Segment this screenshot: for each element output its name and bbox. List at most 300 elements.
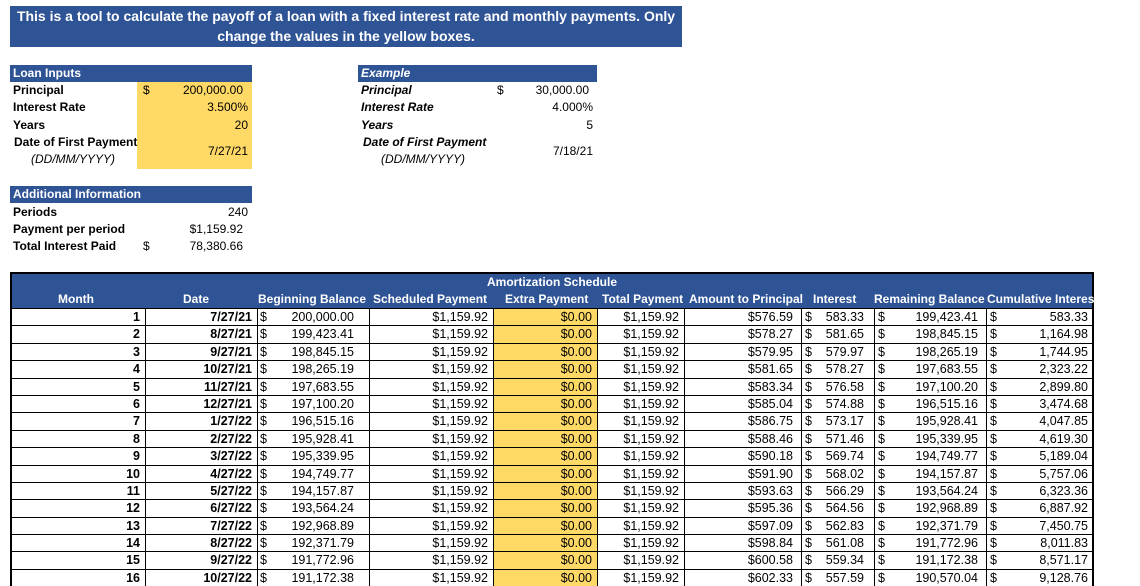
currency-symbol: $ [990, 553, 997, 568]
remaining-balance-cell: 198,265.19 [915, 344, 978, 359]
date-cell: 1/27/22 [210, 414, 252, 429]
example-date-format-hint: (DD/MM/YYYY) [381, 152, 465, 166]
cell-divider [145, 448, 146, 464]
cell-divider [145, 500, 146, 516]
beginning-balance-cell: 196,515.16 [291, 414, 354, 429]
cell-divider [986, 344, 987, 360]
cell-divider [801, 518, 802, 534]
beginning-balance-cell: 193,564.24 [291, 501, 354, 516]
cell-divider [145, 379, 146, 395]
cell-divider [986, 518, 987, 534]
currency-symbol: $ [990, 518, 997, 533]
table-row [12, 378, 1092, 395]
date-cell: 11/27/21 [204, 379, 252, 394]
cell-divider [369, 518, 370, 534]
cell-divider [369, 309, 370, 325]
interest-cell: 576.58 [825, 379, 864, 394]
extra-payment-cell[interactable]: $0.00 [560, 396, 592, 411]
currency-symbol: $ [260, 327, 267, 342]
amount-to-principal-cell: $598.84 [747, 536, 793, 551]
cell-divider [986, 500, 987, 516]
scheduled-payment-cell: $1,159.92 [432, 449, 488, 464]
cell-divider [684, 344, 685, 360]
cell-divider [369, 483, 370, 499]
currency-symbol: $ [878, 518, 885, 533]
date-cell: 8/27/22 [210, 536, 252, 551]
cell-divider [597, 309, 598, 325]
cumulative-interest-cell: 2,323.22 [1039, 362, 1088, 377]
cell-divider [597, 361, 598, 377]
currency-symbol: $ [990, 310, 997, 324]
cell-divider [986, 431, 987, 447]
cell-divider [145, 309, 146, 325]
cumulative-interest-cell: 7,450.75 [1039, 518, 1088, 533]
cell-divider [145, 466, 146, 482]
cell-divider [145, 326, 146, 342]
currency-symbol: $ [805, 310, 812, 324]
extra-payment-cell[interactable]: $0.00 [560, 449, 592, 464]
cell-divider [145, 552, 146, 568]
cell-divider [257, 500, 258, 516]
col-date: Date [183, 292, 210, 306]
currency-symbol: $ [878, 483, 885, 498]
cell-divider [257, 396, 258, 412]
date-cell: 12/27/21 [203, 396, 252, 411]
cell-divider [986, 466, 987, 482]
amount-to-principal-cell: $583.34 [747, 379, 793, 394]
currency-symbol: $ [805, 501, 812, 516]
interest-cell: 569.74 [825, 449, 864, 464]
interest-cell: 562.83 [825, 518, 864, 533]
total-payment-cell: $1,159.92 [623, 310, 679, 324]
interest-cell: 579.97 [825, 344, 864, 359]
cell-divider [369, 379, 370, 395]
beginning-balance-cell: 198,845.15 [291, 344, 354, 359]
currency-symbol: $ [805, 449, 812, 464]
cell-divider [684, 448, 685, 464]
years-input[interactable]: 20 [234, 118, 248, 132]
interest-rate-label: Interest Rate [13, 100, 86, 114]
total-payment-cell: $1,159.92 [623, 553, 679, 568]
currency-symbol: $ [805, 362, 812, 377]
remaining-balance-cell: 191,772.96 [915, 536, 978, 551]
month-cell: 15 [126, 553, 140, 568]
cell-divider [684, 361, 685, 377]
cell-divider [493, 466, 494, 482]
amount-to-principal-cell: $588.46 [747, 431, 793, 446]
beginning-balance-cell: 195,339.95 [291, 449, 354, 464]
cell-divider [597, 500, 598, 516]
currency-symbol: $ [990, 536, 997, 551]
cell-divider [369, 535, 370, 551]
currency-symbol: $ [878, 362, 885, 377]
cell-divider [257, 326, 258, 342]
currency-symbol: $ [260, 414, 267, 429]
cell-divider [493, 552, 494, 568]
date-cell: 9/27/21 [210, 344, 252, 359]
currency-symbol: $ [805, 344, 812, 359]
remaining-balance-cell: 192,371.79 [915, 518, 978, 533]
cell-divider [801, 309, 802, 325]
extra-payment-cell[interactable]: $0.00 [560, 501, 592, 516]
col-total-payment: Total Payment [602, 292, 684, 306]
cell-divider [986, 483, 987, 499]
periods-value: 240 [227, 205, 248, 219]
date-cell: 10/27/21 [203, 362, 252, 377]
currency-symbol: $ [260, 501, 267, 516]
date-cell: 5/27/22 [210, 483, 252, 498]
cell-divider [801, 344, 802, 360]
first-payment-date-input[interactable]: 7/27/21 [207, 144, 248, 158]
currency-symbol: $ [990, 570, 997, 585]
currency-symbol: $ [990, 466, 997, 481]
month-cell: 14 [126, 536, 140, 551]
currency-symbol: $ [878, 310, 885, 324]
principal-input[interactable]: 200,000.00 [182, 83, 243, 97]
cell-divider [684, 326, 685, 342]
date-cell: 8/27/21 [210, 327, 252, 342]
banner-line-2: change the values in the yellow boxes. [217, 28, 475, 44]
table-row [12, 430, 1092, 447]
cell-divider [493, 379, 494, 395]
remaining-balance-cell: 194,749.77 [915, 449, 978, 464]
cell-divider [257, 483, 258, 499]
currency-symbol: $ [878, 536, 885, 551]
cell-divider [257, 535, 258, 551]
cell-divider [801, 361, 802, 377]
cell-divider [684, 309, 685, 325]
principal-label: Principal [13, 83, 64, 97]
cell-divider [684, 552, 685, 568]
remaining-balance-cell: 191,172.38 [915, 553, 978, 568]
amount-to-principal-cell: $600.58 [747, 553, 793, 568]
payment-per-period-label: Payment per period [13, 222, 126, 236]
currency-symbol: $ [805, 327, 812, 342]
remaining-balance-cell: 193,564.24 [915, 483, 978, 498]
currency-symbol: $ [990, 431, 997, 446]
extra-payment-cell[interactable]: $0.00 [560, 570, 592, 585]
extra-payment-cell[interactable]: $0.00 [560, 327, 592, 342]
cell-divider [874, 309, 875, 325]
table-row [12, 325, 1092, 342]
cell-divider [874, 344, 875, 360]
cell-divider [684, 396, 685, 412]
currency-symbol: $ [878, 431, 885, 446]
cell-divider [145, 431, 146, 447]
cell-divider [986, 379, 987, 395]
total-payment-cell: $1,159.92 [623, 414, 679, 429]
scheduled-payment-cell: $1,159.92 [432, 310, 488, 324]
cell-divider [145, 535, 146, 551]
cell-divider [369, 396, 370, 412]
extra-payment-cell[interactable]: $0.00 [560, 466, 592, 481]
example-principal-label: Principal [361, 83, 412, 97]
cell-divider [801, 535, 802, 551]
table-row [12, 499, 1092, 516]
scheduled-payment-cell: $1,159.92 [432, 431, 488, 446]
interest-cell: 566.29 [825, 483, 864, 498]
cell-divider [874, 448, 875, 464]
cumulative-interest-cell: 3,474.68 [1039, 396, 1088, 411]
cell-divider [874, 500, 875, 516]
interest-cell: 564.56 [825, 501, 864, 516]
date-cell: 6/27/22 [210, 501, 252, 516]
cell-divider [597, 326, 598, 342]
date-cell: 7/27/21 [210, 310, 252, 324]
currency-symbol: $ [260, 466, 267, 481]
cell-divider [145, 396, 146, 412]
col-cumulative-interest: Cumulative Interest [987, 292, 1099, 306]
cell-divider [493, 518, 494, 534]
remaining-balance-cell: 196,515.16 [915, 396, 978, 411]
currency-symbol: $ [990, 483, 997, 498]
table-row [12, 412, 1092, 429]
interest-cell: 571.46 [825, 431, 864, 446]
interest-cell: 559.34 [825, 553, 864, 568]
beginning-balance-cell: 198,265.19 [291, 362, 354, 377]
scheduled-payment-cell: $1,159.92 [432, 466, 488, 481]
example-header: Example [358, 65, 597, 82]
extra-payment-cell[interactable]: $0.00 [560, 310, 592, 324]
example-years-value: 5 [586, 118, 593, 132]
date-cell: 4/27/22 [210, 466, 252, 481]
loan-inputs-header: Loan Inputs [10, 65, 252, 82]
currency-symbol: $ [805, 518, 812, 533]
cell-divider [684, 431, 685, 447]
example-years-label: Years [361, 118, 394, 132]
cell-divider [369, 500, 370, 516]
table-row [12, 569, 1092, 586]
beginning-balance-cell: 191,172.38 [291, 570, 354, 585]
total-payment-cell: $1,159.92 [623, 518, 679, 533]
banner-line-1: This is a tool to calculate the payoff of a loan with a fixed interest rate and monthly payments. Only [16, 8, 676, 24]
col-scheduled-payment: Scheduled Payment [373, 292, 488, 306]
beginning-balance-cell: 191,772.96 [291, 553, 354, 568]
table-row [12, 395, 1092, 412]
periods-label: Periods [13, 205, 58, 219]
remaining-balance-cell: 195,928.41 [915, 414, 978, 429]
cell-divider [257, 552, 258, 568]
cell-divider [257, 431, 258, 447]
amount-to-principal-cell: $591.90 [747, 466, 793, 481]
cell-divider [801, 379, 802, 395]
cell-divider [257, 518, 258, 534]
cell-divider [257, 309, 258, 325]
cell-divider [801, 448, 802, 464]
currency-symbol: $ [990, 344, 997, 359]
extra-payment-cell[interactable]: $0.00 [560, 431, 592, 446]
cell-divider [369, 552, 370, 568]
cell-divider [369, 448, 370, 464]
amortization-title: Amortization Schedule [486, 275, 617, 289]
date-cell: 7/27/22 [210, 518, 252, 533]
total-payment-cell: $1,159.92 [623, 536, 679, 551]
beginning-balance-cell: 197,683.55 [291, 379, 354, 394]
extra-payment-cell[interactable]: $0.00 [560, 553, 592, 568]
cell-divider [493, 396, 494, 412]
total-payment-cell: $1,159.92 [623, 396, 679, 411]
cell-divider [493, 309, 494, 325]
amount-to-principal-cell: $581.65 [747, 362, 793, 377]
interest-cell: 568.02 [825, 466, 864, 481]
remaining-balance-cell: 190,570.04 [915, 570, 978, 585]
cell-divider [801, 326, 802, 342]
additional-info-header: Additional Information [10, 186, 252, 203]
currency-symbol: $ [878, 553, 885, 568]
cell-divider [597, 518, 598, 534]
cell-divider [874, 483, 875, 499]
total-interest-value: 78,380.66 [189, 239, 243, 253]
cell-divider [369, 466, 370, 482]
currency-symbol: $ [260, 536, 267, 551]
cell-divider [597, 344, 598, 360]
years-label: Years [13, 118, 46, 132]
currency-symbol: $ [878, 414, 885, 429]
cell-divider [986, 535, 987, 551]
example-interest-rate-label: Interest Rate [361, 100, 434, 114]
cell-divider [145, 361, 146, 377]
date-cell: 9/27/22 [210, 553, 252, 568]
cell-divider [257, 466, 258, 482]
remaining-balance-cell: 197,683.55 [915, 362, 978, 377]
cell-divider [597, 379, 598, 395]
remaining-balance-cell: 192,968.89 [915, 501, 978, 516]
total-payment-cell: $1,159.92 [623, 362, 679, 377]
amount-to-principal-cell: $602.33 [747, 570, 793, 585]
cumulative-interest-cell: 1,164.98 [1039, 327, 1088, 342]
currency-symbol: $ [878, 449, 885, 464]
cell-divider [874, 379, 875, 395]
remaining-balance-cell: 198,845.15 [915, 327, 978, 342]
month-cell: 4 [133, 362, 140, 377]
month-cell: 2 [133, 327, 140, 342]
amount-to-principal-cell: $593.63 [747, 483, 793, 498]
currency-symbol: $ [990, 379, 997, 394]
month-cell: 1 [133, 310, 140, 324]
col-remaining-balance: Remaining Balance [874, 292, 985, 306]
cell-divider [874, 431, 875, 447]
amount-to-principal-cell: $578.27 [747, 327, 793, 342]
currency-symbol: $ [990, 327, 997, 342]
cell-divider [257, 361, 258, 377]
beginning-balance-cell: 194,157.87 [291, 483, 354, 498]
cumulative-interest-cell: 2,899.80 [1039, 379, 1088, 394]
cumulative-interest-cell: 9,128.76 [1039, 570, 1088, 585]
month-cell: 10 [126, 466, 140, 481]
example-principal-value: 30,000.00 [535, 83, 589, 97]
table-row [12, 360, 1092, 377]
cell-divider [986, 413, 987, 429]
amortization-table [10, 272, 1099, 586]
cell-divider [801, 396, 802, 412]
example-first-payment-date-label: Date of First Payment [363, 135, 487, 149]
currency-symbol: $ [805, 396, 812, 411]
currency-symbol: $ [805, 483, 812, 498]
remaining-balance-cell: 199,423.41 [915, 310, 978, 324]
total-payment-cell: $1,159.92 [623, 501, 679, 516]
beginning-balance-cell: 195,928.41 [291, 431, 354, 446]
cell-divider [801, 431, 802, 447]
table-row [12, 465, 1092, 482]
instructions-banner [10, 6, 682, 47]
cell-divider [257, 413, 258, 429]
col-beginning-balance: Beginning Balance [258, 292, 367, 306]
month-cell: 5 [133, 379, 140, 394]
beginning-balance-cell: 192,371.79 [291, 536, 354, 551]
interest-cell: 581.65 [825, 327, 864, 342]
payment-per-period-value: $1,159.92 [189, 222, 243, 236]
cell-divider [986, 326, 987, 342]
extra-payment-cell[interactable]: $0.00 [560, 344, 592, 359]
interest-rate-input[interactable]: 3.500% [207, 100, 248, 114]
scheduled-payment-cell: $1,159.92 [432, 536, 488, 551]
cell-divider [493, 483, 494, 499]
cell-divider [986, 309, 987, 325]
amortization-rows [12, 308, 1092, 586]
cell-divider [684, 518, 685, 534]
cell-divider [493, 448, 494, 464]
cell-divider [145, 518, 146, 534]
cumulative-interest-cell: 6,887.92 [1039, 501, 1088, 516]
total-payment-cell: $1,159.92 [623, 483, 679, 498]
currency-symbol: $ [878, 466, 885, 481]
cell-divider [145, 483, 146, 499]
scheduled-payment-cell: $1,159.92 [432, 518, 488, 533]
cell-divider [597, 448, 598, 464]
extra-payment-cell[interactable]: $0.00 [560, 536, 592, 551]
currency-symbol: $ [878, 379, 885, 394]
cell-divider [369, 344, 370, 360]
cell-divider [801, 552, 802, 568]
currency-symbol: $ [878, 570, 885, 585]
cell-divider [801, 500, 802, 516]
cell-divider [801, 413, 802, 429]
currency-symbol: $ [805, 466, 812, 481]
scheduled-payment-cell: $1,159.92 [432, 414, 488, 429]
principal-currency: $ [143, 83, 150, 97]
extra-payment-cell[interactable]: $0.00 [560, 518, 592, 533]
cell-divider [597, 396, 598, 412]
cell-divider [684, 483, 685, 499]
cell-divider [684, 535, 685, 551]
total-payment-cell: $1,159.92 [623, 327, 679, 342]
example-interest-rate-value: 4.000% [552, 100, 593, 114]
beginning-balance-cell: 197,100.20 [291, 396, 354, 411]
cell-divider [986, 552, 987, 568]
currency-symbol: $ [260, 518, 267, 533]
total-payment-cell: $1,159.92 [623, 431, 679, 446]
currency-symbol: $ [990, 414, 997, 429]
total-payment-cell: $1,159.92 [623, 466, 679, 481]
currency-symbol: $ [260, 570, 267, 585]
interest-cell: 557.59 [825, 570, 864, 585]
cell-divider [597, 535, 598, 551]
total-interest-currency: $ [143, 239, 150, 253]
month-cell: 8 [133, 431, 140, 446]
scheduled-payment-cell: $1,159.92 [432, 570, 488, 585]
cell-divider [257, 379, 258, 395]
extra-payment-cell[interactable]: $0.00 [560, 414, 592, 429]
interest-cell: 573.17 [825, 414, 864, 429]
extra-payment-cell[interactable]: $0.00 [560, 483, 592, 498]
amount-to-principal-cell: $595.36 [747, 501, 793, 516]
scheduled-payment-cell: $1,159.92 [432, 501, 488, 516]
extra-payment-cell[interactable]: $0.00 [560, 379, 592, 394]
cumulative-interest-cell: 4,047.85 [1039, 414, 1088, 429]
month-cell: 7 [133, 414, 140, 429]
extra-payment-cell[interactable]: $0.00 [560, 362, 592, 377]
cell-divider [493, 344, 494, 360]
